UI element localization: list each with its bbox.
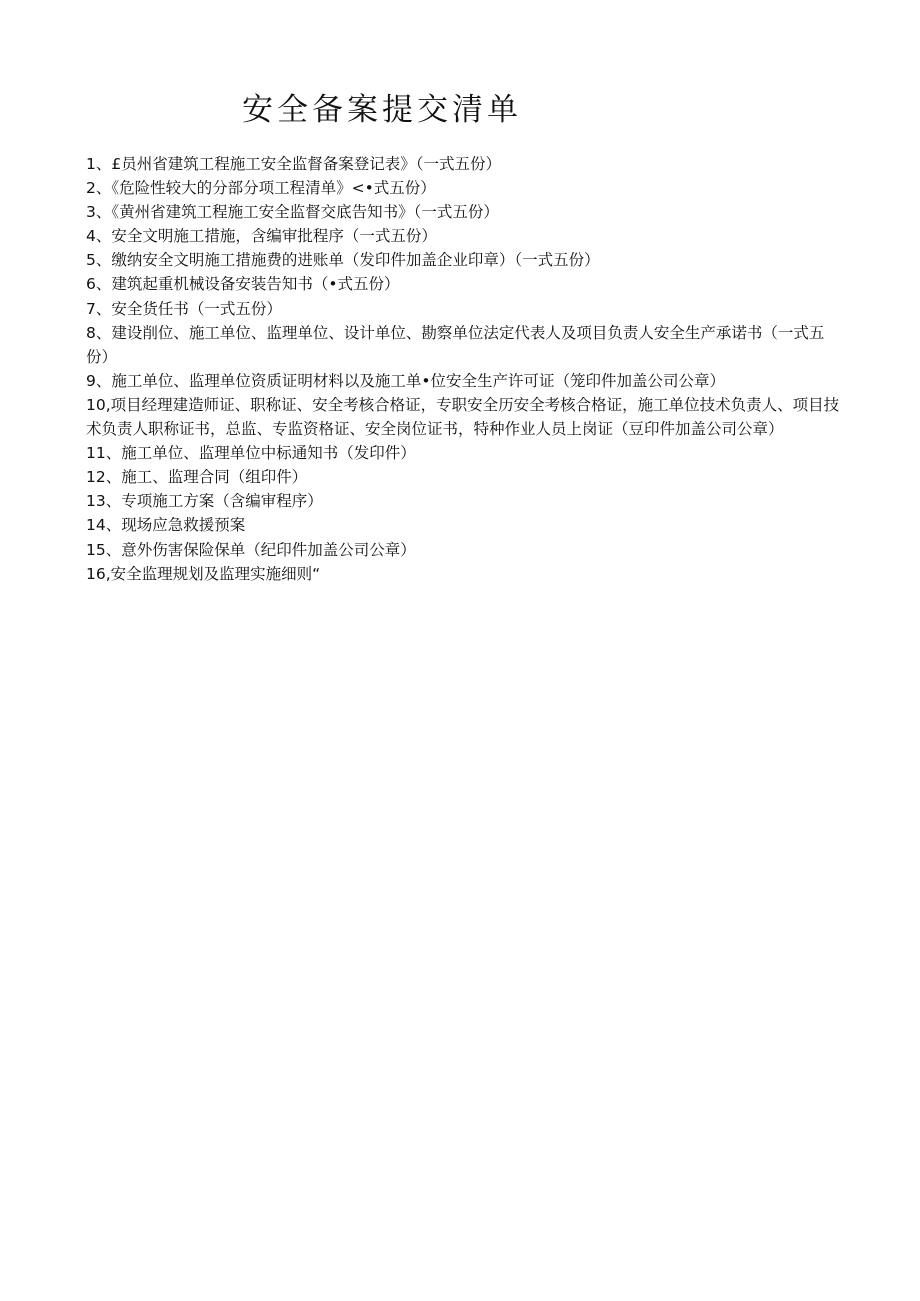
list-item: 9、施工单位、监理单位资质证明材料以及施工单•位安全生产许可证（笼印件加盖公司公章） — [86, 371, 726, 390]
list-item: 16,安全监理规划及监理实施细则“ — [86, 564, 321, 583]
list-item: 3、《黄州省建筑工程施工安全监督交底告知书》（一式五份） — [86, 203, 499, 222]
list-item: 6、建筑起重机械设备安装告知书（•式五份） — [86, 275, 400, 294]
list-item: 10,项目经理建造师证、职称证、安全考核合格证，专职安全历安全考核合格证，施工单位技术负责人、项目技术负责人职称证书，总监、专监资格证、安全岗位证书，特种作业人员上岗证（豆印件加盖公司公章） — [86, 395, 840, 439]
list-item: 11、施工单位、监理单位中标通知书（发印件） — [86, 444, 416, 463]
list-item: 8、建设削位、施工单位、监理单位、设计单位、勘察单位法定代表人及项目负责人安全生产承诺书（一式五份） — [86, 323, 825, 366]
list-item: 1、£员州省建筑工程施工安全监督备案登记表》（一式五份） — [86, 155, 501, 173]
list-item: 12、施工、监理合同（组印件） — [86, 468, 308, 487]
document-title: 安全备案提交清单 — [242, 92, 522, 128]
list-item: 2、《危险性较大的分部分项工程清单》<•式五份） — [86, 179, 436, 198]
submission-checklist — [86, 152, 846, 586]
list-item: 5、缴纳安全文明施工措施费的进账单（发印件加盖企业印章）（一式五份） — [86, 251, 600, 270]
list-item: 13、专项施工方案（含编审程序） — [86, 492, 323, 511]
list-item: 4、安全文明施工措施，含编审批程序（一式五份） — [86, 227, 437, 246]
list-item: 7、安全货任书（一式五份） — [86, 299, 282, 318]
list-item: 15、意外伤害保险保单（纪印件加盖公司公章） — [86, 540, 416, 559]
list-item: 14、现场应急救援预案 — [86, 516, 246, 535]
